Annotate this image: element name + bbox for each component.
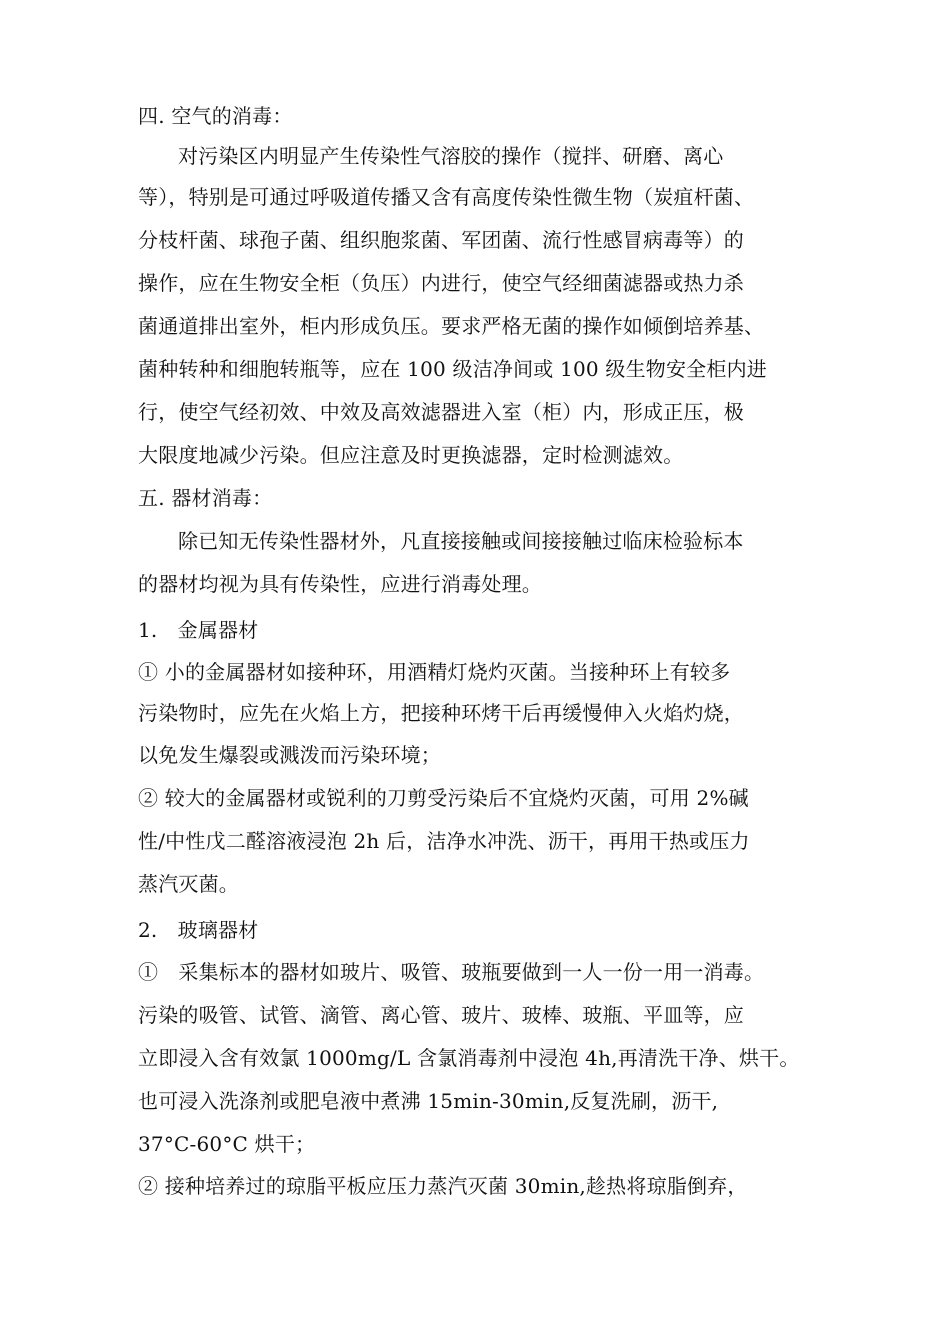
glass-item-1-line-1: ① 采集标本的器材如玻片、吸管、玻瓶要做到一人一份一用一消毒。 (138, 960, 765, 984)
glass-item-1-line-2: 污染的吸管、试管、滴管、离心管、玻片、玻棒、玻瓶、平皿等，应 (138, 1003, 744, 1027)
section-4-line-3: 分枝杆菌、球孢子菌、组织胞浆菌、军团菌、流行性感冒病毒等）的 (138, 228, 744, 252)
section-4-line-2: 等），特别是可通过呼吸道传播又含有高度传染性微生物（炭疽杆菌、 (138, 185, 755, 209)
glass-heading: 2. 玻璃器材 (138, 918, 259, 942)
section-4-line-6: 菌种转种和细胞转瓶等，应在 100 级洁净间或 100 级生物安全柜内进 (138, 357, 767, 381)
section-4-line-8: 大限度地减少污染。但应注意及时更换滤器，定时检测滤效。 (138, 443, 684, 467)
glass-item-1-line-3: 立即浸入含有效氯 1000mg/L 含氯消毒剂中浸泡 4h,再清洗干净、烘干。 (138, 1046, 800, 1070)
section-4-line-4: 操作，应在生物安全柜（负压）内进行，使空气经细菌滤器或热力杀 (138, 271, 744, 295)
section-4-line-5: 菌通道排出室外，柜内形成负压。要求严格无菌的操作如倾倒培养基、 (138, 314, 765, 338)
metal-item-2-line-3: 蒸汽灭菌。 (138, 872, 239, 896)
metal-item-2-line-1: ② 较大的金属器材或锐利的刀剪受污染后不宜烧灼灭菌，可用 2%碱 (138, 786, 749, 810)
glass-item-1-line-4: 也可浸入洗涤剂或肥皂液中煮沸 15min-30min,反复洗刷，沥干, (138, 1089, 719, 1113)
metal-item-2-line-2: 性/中性戊二醛溶液浸泡 2h 后，洁净水冲洗、沥干，再用干热或压力 (138, 829, 750, 853)
metal-item-1-line-2: 污染物时，应先在火焰上方，把接种环烤干后再缓慢伸入火焰灼烧， (138, 701, 744, 725)
section-5-line-1: 除已知无传染性器材外，凡直接接触或间接接触过临床检验标本 (178, 529, 744, 553)
metal-item-1-line-3: 以免发生爆裂或溅泼而污染环境； (138, 743, 441, 767)
section-4-line-7: 行，使空气经初效、中效及高效滤器进入室（柜）内，形成正压，极 (138, 400, 744, 424)
glass-item-2-line-1: ② 接种培养过的琼脂平板应压力蒸汽灭菌 30min,趁热将琼脂倒弃， (138, 1174, 748, 1198)
metal-item-1-line-1: ① 小的金属器材如接种环，用酒精灯烧灼灭菌。当接种环上有较多 (138, 660, 731, 684)
section-5-heading: 五. 器材消毒： (138, 486, 273, 510)
section-4-line-1: 对污染区内明显产生传染性气溶胶的操作（搅拌、研磨、离心 (178, 144, 724, 168)
section-4-heading: 四. 空气的消毒： (138, 104, 293, 128)
metal-heading: 1. 金属器材 (138, 618, 259, 642)
section-5-line-2: 的器材均视为具有传染性，应进行消毒处理。 (138, 572, 542, 596)
glass-item-1-line-5: 37°C-60°C 烘干； (138, 1132, 316, 1156)
